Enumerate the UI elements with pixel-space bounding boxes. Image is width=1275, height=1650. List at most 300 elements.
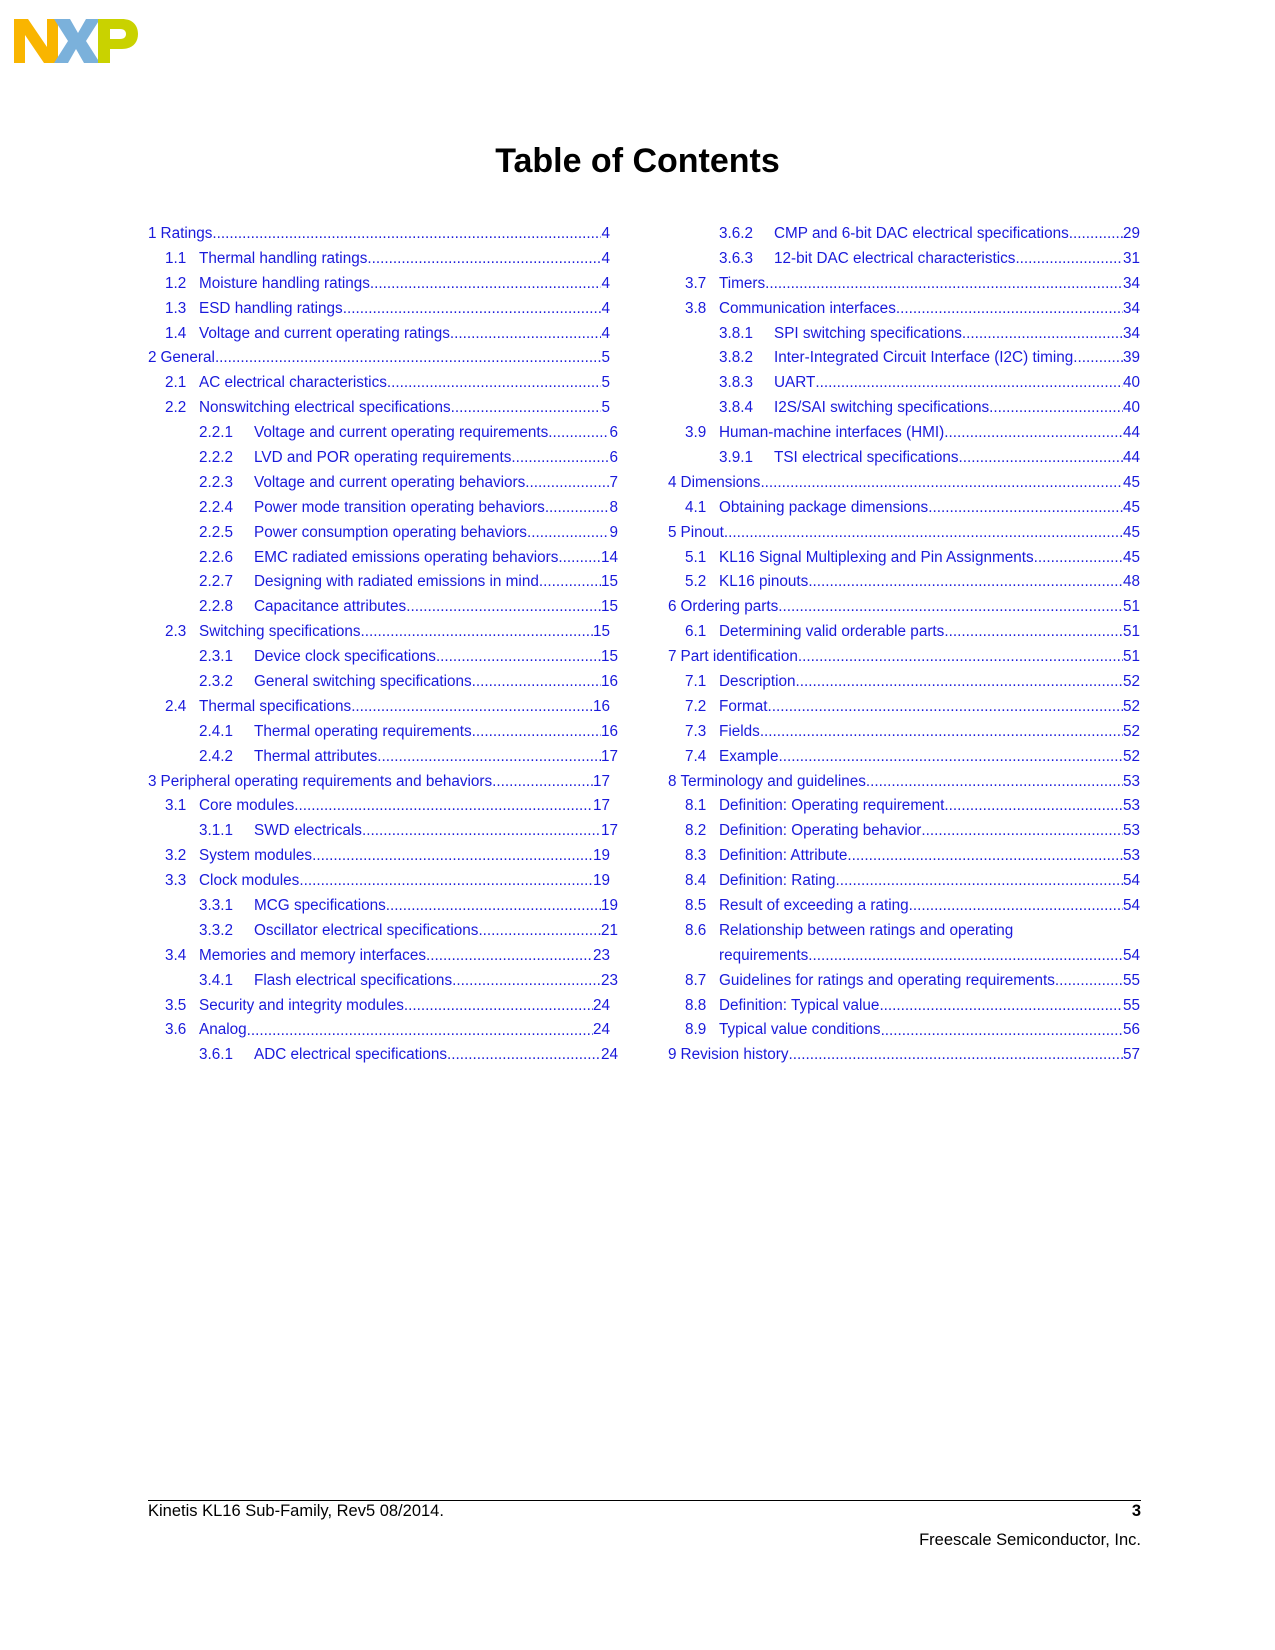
toc-entry-number: 4	[668, 473, 677, 491]
toc-leader-dots	[928, 496, 1123, 521]
toc-leader-dots	[796, 670, 1123, 695]
toc-entry[interactable]	[668, 770, 1140, 795]
toc-entry-page: 23	[592, 946, 610, 964]
toc-leader-dots	[944, 794, 1123, 819]
toc-entry-page: 17	[600, 822, 618, 840]
toc-entry-number: 2.4.2	[199, 747, 234, 765]
toc-entry[interactable]	[148, 446, 618, 471]
toc-entry-title: Thermal handling ratings	[199, 249, 368, 267]
nxp-logo	[14, 17, 138, 70]
toc-entry-page: 17	[592, 797, 610, 815]
toc-entry[interactable]	[668, 745, 1140, 770]
toc-entry[interactable]	[668, 297, 1140, 322]
toc-entry-page: 55	[1122, 971, 1140, 989]
toc-entry-number: 3	[148, 772, 157, 790]
toc-leader-dots	[958, 446, 1123, 471]
nxp-logo-icon	[14, 17, 138, 65]
toc-leader-dots	[778, 595, 1123, 620]
toc-leader-dots	[788, 1043, 1123, 1068]
toc-leader-dots	[944, 421, 1123, 446]
toc-entry-page: 34	[1122, 324, 1140, 342]
toc-entry-title: Ratings	[160, 224, 213, 242]
toc-entry-number: 3.6.1	[199, 1046, 234, 1064]
toc-leader-dots	[760, 720, 1123, 745]
toc-entry[interactable]	[148, 869, 610, 894]
toc-entry-page: 21	[600, 921, 618, 939]
toc-entry[interactable]	[668, 546, 1140, 571]
toc-entry[interactable]	[668, 720, 1140, 745]
toc-entry[interactable]	[668, 620, 1140, 645]
toc-entry-page: 19	[592, 872, 610, 890]
toc-entry-page: 24	[600, 1046, 618, 1064]
toc-entry-page: 53	[1122, 847, 1140, 865]
toc-entry-number: 8.7	[685, 971, 707, 989]
toc-entry[interactable]	[148, 745, 618, 770]
toc-leader-dots	[779, 745, 1123, 770]
toc-entry[interactable]	[148, 944, 610, 969]
toc-entry[interactable]	[668, 496, 1140, 521]
toc-entry-page: 23	[600, 971, 618, 989]
toc-entry-title: Thermal operating requirements	[254, 722, 472, 740]
toc-entry-page: 31	[1122, 249, 1140, 267]
toc-entry[interactable]	[148, 994, 610, 1019]
toc-entry-title: Voltage and current operating ratings	[199, 324, 450, 342]
toc-entry-number: 3.8.4	[719, 399, 754, 417]
toc-leader-dots	[361, 620, 593, 645]
toc-leader-dots	[492, 770, 593, 795]
toc-entry-number: 3.1.1	[199, 822, 234, 840]
toc-entry-title: Timers	[719, 274, 766, 292]
toc-leader-dots	[343, 297, 602, 322]
toc-entry-title: System modules	[199, 847, 313, 865]
toc-entry-number: 7.4	[685, 747, 707, 765]
toc-entry-number: 2.2.6	[199, 548, 234, 566]
toc-leader-dots	[944, 620, 1123, 645]
toc-leader-dots	[451, 396, 602, 421]
toc-entry-page: 4	[601, 274, 610, 292]
toc-leader-dots	[377, 745, 601, 770]
toc-entry-number: 3.7	[685, 274, 707, 292]
toc-entry[interactable]	[148, 222, 610, 247]
toc-entry[interactable]	[668, 1043, 1140, 1068]
toc-entry-number: 2.2.3	[199, 473, 234, 491]
toc-entry[interactable]	[148, 570, 618, 595]
toc-entry-number: 8.8	[685, 996, 707, 1014]
toc-entry[interactable]	[668, 844, 1140, 869]
toc-right-column	[668, 222, 1140, 1068]
toc-entry-number: 8.2	[685, 822, 707, 840]
toc-entry-number: 8.9	[685, 1021, 707, 1039]
toc-entry-number: 3.3.1	[199, 897, 234, 915]
toc-entry-page: 45	[1122, 473, 1140, 491]
toc-entry-title: AC electrical characteristics	[199, 374, 387, 392]
toc-entry-title: Definition: Rating	[719, 872, 836, 890]
toc-entry[interactable]	[148, 346, 610, 371]
toc-entry-title: EMC radiated emissions operating behaviors	[254, 548, 559, 566]
toc-leader-dots	[881, 1019, 1123, 1044]
toc-leader-dots	[798, 645, 1123, 670]
toc-leader-dots	[386, 894, 601, 919]
toc-entry[interactable]	[668, 819, 1140, 844]
toc-entry-page: 53	[1122, 797, 1140, 815]
toc-entry-title: UART	[774, 374, 816, 392]
toc-leader-dots	[1015, 247, 1123, 272]
toc-leader-dots	[866, 770, 1123, 795]
toc-entry[interactable]	[148, 645, 618, 670]
toc-entry-title: Power mode transition operating behaviors	[254, 498, 545, 516]
toc-entry-title: Thermal specifications	[199, 697, 352, 715]
toc-entry-number: 2	[148, 349, 157, 367]
toc-leader-dots	[1055, 969, 1123, 994]
toc-entry-number: 3.6.2	[719, 224, 754, 242]
toc-entry-page: 34	[1122, 299, 1140, 317]
toc-entry-page: 54	[1122, 872, 1140, 890]
toc-entry-title: Result of exceeding a rating	[719, 897, 909, 915]
toc-entry-title: Peripheral operating requirements and behaviors	[160, 772, 493, 790]
toc-entry-number: 2.2	[165, 399, 187, 417]
toc-entry-page: 19	[600, 897, 618, 915]
toc-entry[interactable]	[148, 546, 618, 571]
toc-entry[interactable]	[148, 695, 610, 720]
toc-entry-page: 5	[601, 349, 610, 367]
toc-entry-title: Dimensions	[680, 473, 761, 491]
toc-leader-dots	[808, 570, 1123, 595]
toc-leader-dots	[351, 695, 593, 720]
toc-entry-number: 3.2	[165, 847, 187, 865]
toc-entry-page: 16	[600, 722, 618, 740]
toc-entry-number: 1.1	[165, 249, 187, 267]
toc-leader-dots	[299, 869, 593, 894]
toc-entry-title: Definition: Operating behavior	[719, 822, 922, 840]
toc-entry-page: 15	[600, 598, 618, 616]
toc-entry-title: ADC electrical specifications	[254, 1046, 447, 1064]
toc-entry-number: 8.4	[685, 872, 707, 890]
toc-entry-title: Pinout	[680, 523, 724, 541]
toc-left-column	[148, 222, 618, 1068]
toc-entry[interactable]	[668, 222, 1140, 247]
toc-entry-number: 7.2	[685, 697, 707, 715]
toc-leader-dots	[548, 421, 609, 446]
toc-entry-page: 6	[609, 424, 618, 442]
toc-entry-title: Switching specifications	[199, 623, 361, 641]
toc-entry-title: Moisture handling ratings	[199, 274, 370, 292]
toc-leader-dots	[765, 272, 1123, 297]
toc-entry-page: 40	[1122, 374, 1140, 392]
toc-leader-dots	[539, 570, 601, 595]
toc-entry-page: 15	[600, 648, 618, 666]
toc-entry[interactable]	[148, 272, 610, 297]
toc-entry[interactable]	[668, 521, 1140, 546]
toc-entry[interactable]	[668, 670, 1140, 695]
toc-entry-title: Voltage and current operating behaviors	[254, 473, 526, 491]
toc-entry-page: 4	[601, 299, 610, 317]
toc-entry-title: TSI electrical specifications	[774, 449, 959, 466]
toc-entry-title: Example	[719, 747, 779, 765]
toc-entry-title: Inter-Integrated Circuit Interface (I2C) timing	[774, 349, 1074, 367]
toc-entry-title: Description	[719, 673, 796, 691]
toc-entry-title: Part identification	[680, 648, 798, 666]
toc-entry-title: Ordering parts	[680, 598, 779, 616]
toc-entry-page: 45	[1122, 498, 1140, 516]
toc-entry-number: 4.1	[685, 498, 707, 516]
toc-entry-number: 8.1	[685, 797, 707, 815]
toc-entry[interactable]	[148, 421, 618, 446]
toc-entry-title: Definition: Typical value	[719, 996, 880, 1014]
page-title: Table of Contents	[495, 142, 780, 180]
toc-entry-number: 1	[148, 224, 157, 242]
toc-entry-number: 3.6.3	[719, 249, 754, 267]
toc-entry-number: 6.1	[685, 623, 707, 641]
toc-entry-title: General switching specifications	[254, 673, 472, 691]
toc-entry[interactable]	[148, 595, 618, 620]
toc-entry[interactable]	[148, 396, 610, 421]
toc-entry-page: 53	[1122, 822, 1140, 840]
toc-entry-number: 3.8.1	[719, 324, 754, 342]
toc-entry-title: I2S/SAI switching specifications	[774, 399, 990, 417]
toc-entry[interactable]	[148, 670, 618, 695]
toc-leader-dots	[294, 794, 593, 819]
toc-leader-dots	[426, 944, 593, 969]
toc-leader-dots	[767, 695, 1123, 720]
toc-leader-dots	[558, 546, 601, 571]
toc-entry[interactable]	[668, 471, 1140, 496]
toc-entry-title: Fields	[719, 722, 760, 740]
toc-entry-page: 52	[1122, 673, 1140, 691]
toc-leader-dots	[450, 322, 602, 347]
toc-entry[interactable]	[668, 894, 1140, 919]
toc-entry-title: Definition: Operating requirement	[719, 797, 945, 815]
toc-entry-title: Designing with radiated emissions in mind	[254, 573, 539, 591]
toc-entry-title: 12-bit DAC electrical characteristics	[774, 249, 1016, 267]
toc-entry-page: 24	[592, 1021, 610, 1039]
toc-leader-dots	[447, 1043, 601, 1068]
toc-entry-number: 3.1	[165, 797, 187, 815]
toc-entry[interactable]	[148, 720, 618, 745]
toc-entry-page: 15	[592, 623, 610, 641]
toc-leader-dots	[989, 396, 1123, 421]
footer-document-title: Kinetis KL16 Sub-Family, Rev5 08/2014.	[148, 1502, 444, 1520]
toc-entry-number: 2.3.2	[199, 673, 234, 691]
toc-entry-number: 2.2.7	[199, 573, 234, 591]
toc-entry-number: 3.8.3	[719, 374, 754, 392]
toc-entry-page: 44	[1122, 424, 1140, 442]
toc-entry-number: 8	[668, 772, 677, 790]
toc-leader-dots	[879, 994, 1123, 1019]
toc-entry-page: 57	[1122, 1046, 1140, 1064]
toc-entry[interactable]	[668, 944, 1140, 969]
toc-entry-number: 2.4.1	[199, 722, 234, 740]
toc-entry-page: 51	[1122, 648, 1140, 666]
toc-entry[interactable]	[148, 371, 610, 396]
toc-entry-number: 7	[668, 648, 677, 666]
toc-entry[interactable]	[668, 1019, 1140, 1044]
toc-entry-page: 51	[1122, 598, 1140, 616]
toc-entry[interactable]	[668, 994, 1140, 1019]
toc-leader-dots	[962, 322, 1123, 347]
toc-entry[interactable]	[148, 471, 618, 496]
toc-entry-number: 6	[668, 598, 677, 616]
toc-entry-title: ESD handling ratings	[199, 299, 343, 317]
toc-entry[interactable]	[668, 247, 1140, 272]
toc-entry[interactable]	[668, 421, 1140, 446]
toc-entry-page: 5	[601, 399, 610, 417]
toc-entry-number: 5.1	[685, 548, 707, 566]
toc-entry-title: Obtaining package dimensions	[719, 498, 929, 516]
toc-entry-title: Revision history	[680, 1046, 789, 1064]
toc-entry-number: 3.4.1	[199, 971, 234, 989]
toc-entry-title: Oscillator electrical specifications	[254, 921, 479, 939]
toc-leader-dots	[404, 994, 593, 1019]
toc-entry[interactable]	[668, 446, 1140, 471]
toc-leader-dots	[847, 844, 1123, 869]
toc-entry-page: 48	[1122, 573, 1140, 591]
toc-entry[interactable]	[148, 894, 618, 919]
toc-entry-page: 39	[1122, 349, 1140, 367]
toc-leader-dots	[370, 272, 602, 297]
toc-entry-page: 5	[601, 374, 610, 392]
toc-entry-title: Relationship between ratings and operating	[719, 921, 1014, 939]
toc-leader-dots	[808, 944, 1123, 969]
toc-entry-number: 3.9	[685, 424, 707, 442]
toc-entry-number: 3.3	[165, 872, 187, 890]
toc-entry-number: 2.2.1	[199, 424, 234, 442]
toc-entry[interactable]	[668, 969, 1140, 994]
toc-entry-page: 40	[1122, 399, 1140, 417]
toc-entry-title: Definition: Attribute	[719, 847, 848, 865]
toc-entry-title: LVD and POR operating requirements	[254, 449, 512, 466]
toc-entry[interactable]	[148, 969, 618, 994]
toc-entry-title: Capacitance attributes	[254, 598, 407, 616]
toc-entry-page: 52	[1122, 722, 1140, 740]
toc-entry[interactable]	[668, 919, 1140, 944]
toc-entry-page: 14	[600, 548, 618, 566]
toc-entry-number: 2.2.4	[199, 498, 234, 516]
toc-entry-page: 8	[609, 498, 618, 516]
toc-entry-number: 1.3	[165, 299, 187, 317]
toc-entry[interactable]	[148, 496, 618, 521]
toc-entry-page: 17	[600, 747, 618, 765]
toc-entry-number: 5	[668, 523, 677, 541]
toc-entry-title: Communication interfaces	[719, 299, 896, 317]
toc-entry-title: Human-machine interfaces (HMI)	[719, 424, 945, 442]
toc-entry-title: Terminology and guidelines	[680, 772, 866, 790]
toc-entry[interactable]	[668, 371, 1140, 396]
toc-entry[interactable]	[148, 322, 610, 347]
toc-leader-dots	[452, 969, 601, 994]
toc-entry-number: 3.4	[165, 946, 187, 964]
toc-entry-title: requirements	[719, 946, 809, 964]
toc-entry[interactable]	[148, 521, 618, 546]
toc-entry[interactable]	[668, 869, 1140, 894]
toc-entry-number: 9	[668, 1046, 677, 1064]
toc-entry-title: KL16 pinouts	[719, 573, 809, 591]
toc-leader-dots	[760, 471, 1123, 496]
toc-entry[interactable]	[148, 620, 610, 645]
toc-entry[interactable]	[668, 272, 1140, 297]
toc-entry[interactable]	[148, 844, 610, 869]
toc-entry-title: KL16 Signal Multiplexing and Pin Assignments	[719, 548, 1034, 566]
toc-entry[interactable]	[148, 1019, 610, 1044]
toc-entry-title: Nonswitching electrical specifications	[199, 399, 451, 417]
footer-page-number: 3	[1131, 1502, 1141, 1520]
toc-entry-number: 1.4	[165, 324, 187, 342]
toc-entry[interactable]	[668, 645, 1140, 670]
toc-entry-number: 2.4	[165, 697, 187, 715]
toc-entry[interactable]	[148, 297, 610, 322]
toc-entry-title: Clock modules	[199, 872, 300, 890]
toc-leader-dots	[436, 645, 601, 670]
toc-leader-dots	[387, 371, 602, 396]
toc-entry-number: 2.3	[165, 623, 187, 641]
toc-entry[interactable]	[148, 247, 610, 272]
footer-company: Freescale Semiconductor, Inc.	[919, 1531, 1141, 1549]
toc-entry-title: Typical value conditions	[719, 1021, 881, 1039]
toc-entry-title: SWD electricals	[254, 822, 362, 840]
toc-entry[interactable]	[148, 770, 610, 795]
toc-entry-number: 2.1	[165, 374, 187, 392]
toc-entry[interactable]	[668, 322, 1140, 347]
toc-entry[interactable]	[668, 794, 1140, 819]
toc-entry-title: Thermal attributes	[254, 747, 378, 765]
toc-leader-dots	[1034, 546, 1123, 571]
toc-leader-dots	[406, 595, 601, 620]
toc-entry-page: 4	[601, 324, 610, 342]
toc-entry-page: 4	[601, 249, 610, 267]
toc-entry-number: 3.3.2	[199, 921, 234, 939]
toc-entry-title: Core modules	[199, 797, 295, 815]
toc-entry-title: Guidelines for ratings and operating requirements	[719, 971, 1055, 989]
toc-leader-dots	[815, 371, 1123, 396]
toc-leader-dots	[896, 297, 1123, 322]
toc-entry-number: 7.1	[685, 673, 707, 691]
toc-leader-dots	[921, 819, 1123, 844]
toc-entry[interactable]	[668, 570, 1140, 595]
toc-entry-page: 45	[1122, 523, 1140, 541]
toc-entry[interactable]	[668, 396, 1140, 421]
toc-leader-dots	[1073, 346, 1123, 371]
toc-leader-dots	[545, 496, 610, 521]
toc-entry-title: Memories and memory interfaces	[199, 946, 426, 964]
toc-entry[interactable]	[148, 794, 610, 819]
toc-entry-number: 8.5	[685, 897, 707, 915]
toc-entry-page: 34	[1122, 274, 1140, 292]
toc-entry-number: 7.3	[685, 722, 707, 740]
toc-entry-title: Determining valid orderable parts	[719, 623, 945, 641]
toc-entry[interactable]	[668, 346, 1140, 371]
toc-entry[interactable]	[668, 695, 1140, 720]
toc-entry-page: 6	[609, 449, 618, 466]
toc-entry-page: 15	[600, 573, 618, 591]
toc-entry-page: 52	[1122, 747, 1140, 765]
toc-leader-dots	[1069, 222, 1123, 247]
toc-entry-title: Flash electrical specifications	[254, 971, 453, 989]
toc-entry[interactable]	[148, 1043, 618, 1068]
toc-entry[interactable]	[148, 919, 618, 944]
toc-entry-title: Device clock specifications	[254, 648, 436, 666]
toc-entry-title: CMP and 6-bit DAC electrical specifications	[774, 224, 1069, 242]
toc-entry-title: Power consumption operating behaviors	[254, 523, 527, 541]
toc-entry-page: 54	[1122, 897, 1140, 915]
toc-leader-dots	[478, 919, 601, 944]
toc-entry-page: 9	[609, 523, 618, 541]
toc-entry[interactable]	[668, 595, 1140, 620]
toc-entry-page: 24	[592, 996, 610, 1014]
toc-leader-dots	[212, 222, 601, 247]
toc-entry-number: 2.2.5	[199, 523, 234, 541]
toc-entry-number: 8.6	[685, 921, 707, 939]
toc-entry-page: 19	[592, 847, 610, 865]
toc-entry[interactable]	[148, 819, 618, 844]
